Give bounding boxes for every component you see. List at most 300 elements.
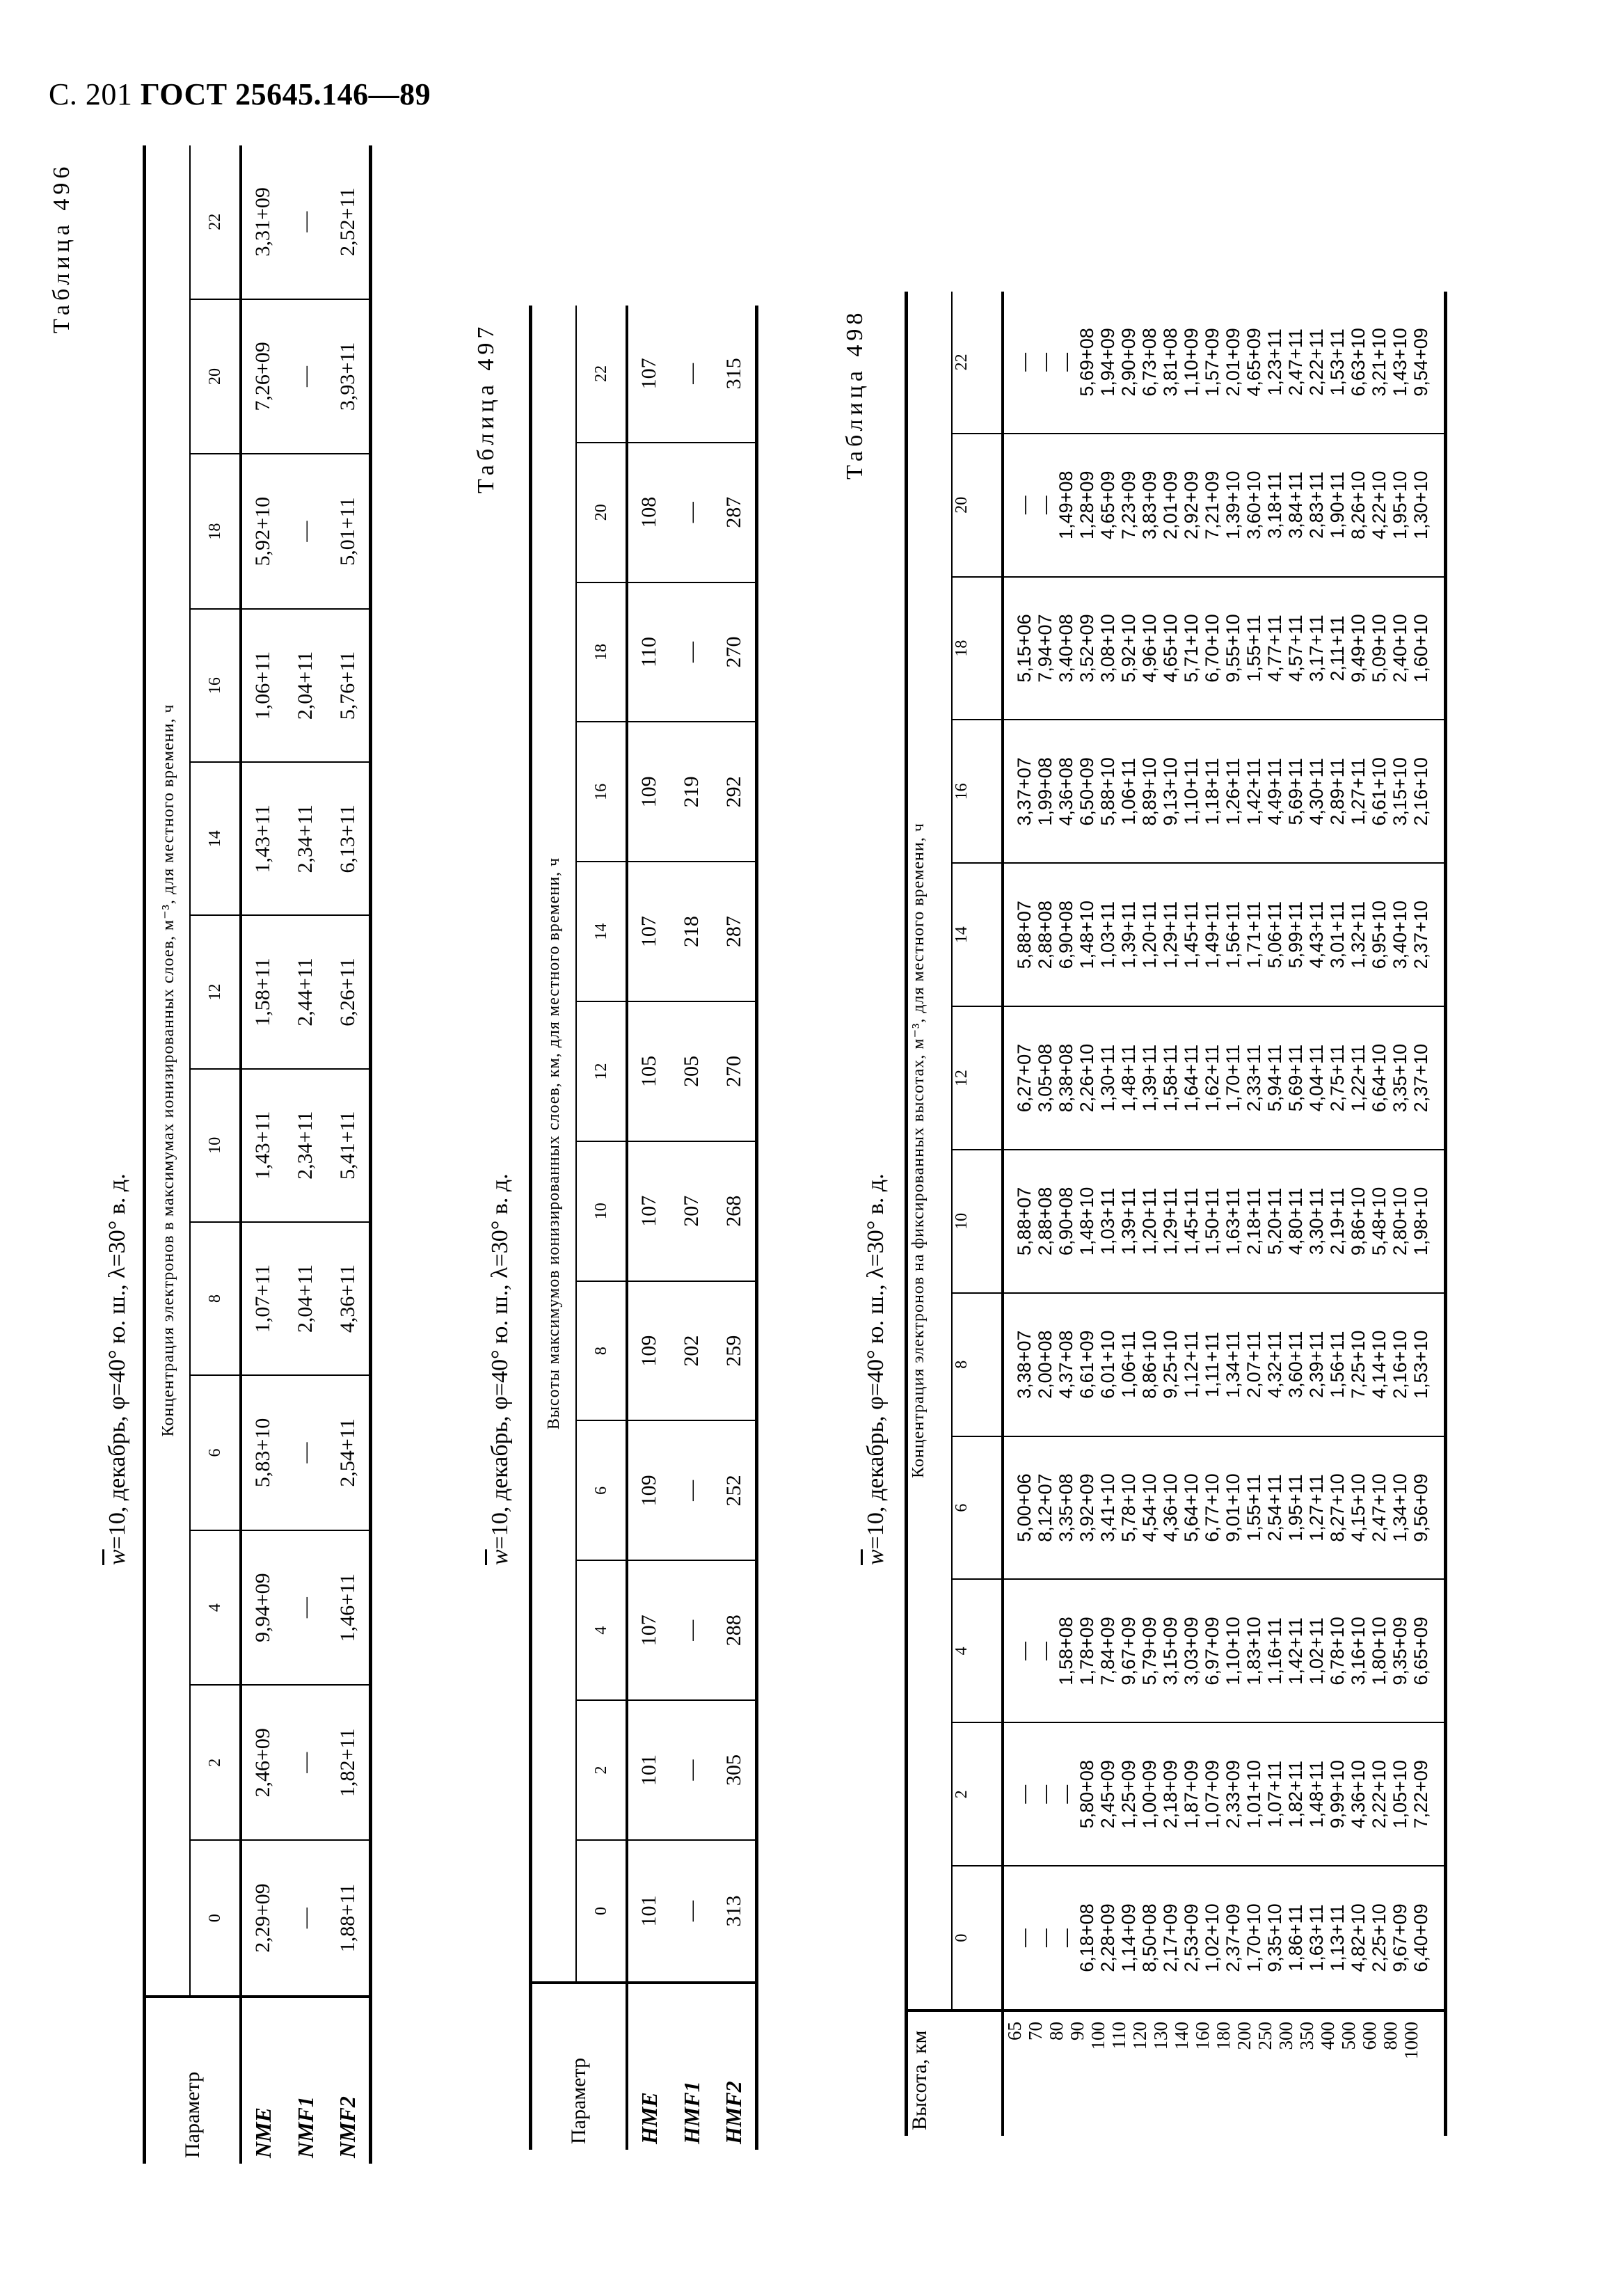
value-cell: 2,22+11 (1306, 328, 1327, 396)
hour-header-18: 18 (576, 582, 627, 722)
hour-header-16: 16 (952, 720, 1003, 864)
value-cell: 205 (670, 1001, 713, 1141)
value-cell: 1,01+10 (1243, 1760, 1264, 1829)
value-cell: — (284, 1375, 327, 1530)
hour-header-10: 10 (576, 1141, 627, 1281)
value-cell: 2,46+09 (241, 1685, 284, 1840)
group-header: Концентрация электронов на фиксированных высотах, м⁻³, для местного времени, ч (907, 292, 953, 2011)
altitude-value: 140 (1171, 2022, 1192, 2050)
altitude-value: 65 (1004, 2022, 1025, 2040)
group-header: Концентрация электронов в максимумах ионизированных слоев, м⁻³, для местного времени, ч (145, 145, 191, 1997)
value-cell: 1,49+08 (1056, 470, 1076, 539)
hour-header-22: 22 (576, 306, 627, 443)
value-cell: 1,10+11 (1181, 758, 1202, 825)
value-cell: 2,39+11 (1306, 1331, 1327, 1398)
value-cell: 1,39+10 (1223, 470, 1243, 539)
hour-header-14: 14 (576, 862, 627, 1001)
value-cell: 2,44+11 (284, 915, 327, 1068)
hour-column-2 (1003, 1722, 1446, 1866)
hour-header-18: 18 (952, 577, 1003, 720)
value-cell: 1,49+11 (1202, 901, 1223, 969)
hour-header-14: 14 (190, 762, 241, 915)
value-cell: 110 (627, 582, 670, 722)
hour-header-2: 2 (952, 1722, 1003, 1866)
value-cell: 2,47+10 (1369, 1473, 1390, 1542)
value-cell: 6,73+08 (1139, 328, 1160, 397)
value-cell: 1,27+11 (1306, 1474, 1327, 1541)
value-cell: 1,20+11 (1139, 901, 1160, 969)
value-cell: 3,40+08 (1056, 614, 1076, 683)
value-cell: 6,95+10 (1369, 901, 1390, 969)
hour-column-10 (1003, 1150, 1446, 1293)
header-group-row (531, 306, 577, 2150)
value-cell: 1,57+09 (1202, 328, 1223, 397)
value-cell: — (1014, 352, 1035, 372)
value-cell: 1,98+10 (1410, 1187, 1431, 1256)
value-cell: 1,34+10 (1390, 1473, 1410, 1542)
value-cell: 5,06+11 (1264, 901, 1285, 969)
value-cell: 6,65+09 (1410, 1617, 1431, 1686)
value-cell: 4,37+08 (1056, 1330, 1076, 1399)
value-cell: 2,01+09 (1160, 470, 1181, 539)
value-cell: — (1014, 496, 1035, 515)
value-cell: 1,63+11 (1306, 1904, 1327, 1972)
value-cell: 5,48+10 (1369, 1187, 1390, 1256)
value-cell: 3,01+11 (1327, 901, 1348, 969)
page-header (49, 77, 431, 112)
value-cell: 3,15+10 (1390, 757, 1410, 826)
value-cell: 6,63+10 (1348, 328, 1369, 397)
value-cell: 4,57+11 (1285, 615, 1306, 682)
value-cell: 3,81+08 (1160, 328, 1181, 397)
param-name: NMF1 (284, 1997, 327, 2164)
value-cell: 1,82+11 (1285, 1761, 1306, 1828)
value-cell: — (1035, 496, 1056, 515)
value-cell: 5,69+11 (1285, 1044, 1306, 1112)
hour-header-2: 2 (190, 1685, 241, 1840)
value-cell: 2,11+11 (1327, 615, 1348, 681)
value-cell: 3,40+10 (1390, 901, 1410, 969)
hour-header-14: 14 (952, 863, 1003, 1006)
table-row (670, 306, 713, 2150)
value-cell: — (1056, 1784, 1076, 1804)
altitude-value: 120 (1129, 2022, 1150, 2050)
value-cell: 4,77+11 (1264, 615, 1285, 682)
value-cell: — (670, 306, 713, 443)
value-cell: 8,26+10 (1348, 470, 1369, 539)
value-cell: 5,00+06 (1014, 1473, 1035, 1542)
value-cell: 1,58+08 (1056, 1617, 1076, 1686)
value-cell: 5,09+10 (1369, 614, 1390, 683)
value-cell: 1,27+11 (1348, 758, 1369, 825)
value-cell: 4,80+11 (1285, 1187, 1306, 1255)
value-cell: 1,95+11 (1285, 1474, 1306, 1541)
altitude-value: 110 (1108, 2022, 1129, 2050)
value-cell: 268 (713, 1141, 756, 1281)
value-cell: 2,52+11 (327, 145, 370, 299)
hour-header-16: 16 (576, 722, 627, 862)
value-cell: 3,38+07 (1014, 1330, 1035, 1399)
value-cell: 1,29+11 (1160, 1187, 1181, 1255)
value-cell: 1,42+11 (1285, 1617, 1306, 1685)
value-cell: 2,19+11 (1327, 1187, 1348, 1255)
value-cell: 9,25+10 (1160, 1330, 1181, 1399)
value-cell: 2,53+09 (1181, 1903, 1202, 1972)
value-cell: 1,48+11 (1118, 1044, 1139, 1112)
value-cell: 2,04+11 (284, 1222, 327, 1375)
value-cell: 108 (627, 443, 670, 582)
value-cell: 9,01+10 (1223, 1473, 1243, 1542)
table-497-label: Таблица 497 (473, 322, 499, 493)
value-cell: 2,47+11 (1285, 328, 1306, 396)
altitude-column (1003, 2011, 1446, 2136)
value-cell: 1,60+10 (1410, 614, 1431, 683)
table-497 (529, 306, 758, 2150)
value-cell: 6,50+09 (1076, 757, 1097, 826)
value-cell: 1,02+10 (1202, 1903, 1223, 1972)
value-cell: 1,06+11 (1118, 758, 1139, 825)
value-cell: 8,50+08 (1139, 1903, 1160, 1972)
hour-header-4: 4 (952, 1579, 1003, 1722)
value-cell: — (1014, 1641, 1035, 1660)
value-cell: 292 (713, 722, 756, 862)
value-cell: 1,07+11 (241, 1222, 284, 1375)
hour-column-12 (1003, 1006, 1446, 1150)
param-name: HMF1 (670, 1983, 713, 2150)
hour-column-20 (1003, 434, 1446, 577)
hour-header-row (952, 292, 1003, 2136)
value-cell: 9,54+09 (1410, 328, 1431, 397)
value-cell: 3,03+09 (1181, 1617, 1202, 1686)
altitude-value: 100 (1088, 2022, 1108, 2050)
value-cell: 4,36+10 (1160, 1473, 1181, 1542)
value-cell: 3,41+10 (1097, 1473, 1118, 1542)
value-cell: 1,39+11 (1139, 1044, 1160, 1112)
value-cell: 8,86+10 (1139, 1330, 1160, 1399)
value-cell: 2,29+09 (251, 1883, 274, 1953)
value-cell: 2,16+10 (1410, 757, 1431, 826)
value-cell: 6,97+09 (1202, 1617, 1223, 1686)
value-cell: 3,35+08 (1056, 1473, 1076, 1542)
hour-column-8 (1003, 1293, 1446, 1436)
value-cell: 2,04+11 (284, 609, 327, 762)
value-cell: 2,17+09 (1160, 1903, 1181, 1972)
first-column-header: Параметр (531, 1983, 628, 2150)
value-cell: 1,48+10 (1076, 1187, 1097, 1256)
hour-header-8: 8 (190, 1222, 241, 1375)
value-cell: — (670, 443, 713, 582)
value-cell: — (670, 1421, 713, 1561)
value-cell: 2,37+09 (1223, 1903, 1243, 1972)
value-cell: 1,00+09 (1139, 1760, 1160, 1829)
value-cell: 1,56+11 (1223, 901, 1243, 969)
value-cell: 109 (627, 1421, 670, 1561)
altitude-value: 800 (1380, 2022, 1401, 2050)
value-cell: 9,13+10 (1160, 757, 1181, 826)
hour-header-2: 2 (576, 1700, 627, 1840)
value-cell: 2,25+10 (1369, 1903, 1390, 1972)
value-cell: 6,90+08 (1056, 901, 1076, 969)
hour-column-4 (1003, 1579, 1446, 1722)
value-cell: 109 (627, 1281, 670, 1421)
value-cell: 3,05+08 (1035, 1043, 1056, 1113)
value-cell: 313 (722, 1895, 745, 1927)
value-cell: 107 (627, 862, 670, 1001)
value-cell: 8,12+07 (1035, 1473, 1056, 1542)
value-cell: — (670, 1560, 713, 1700)
value-cell: — (1035, 1784, 1056, 1804)
hour-header-row (190, 145, 241, 2164)
hour-header-18: 18 (190, 454, 241, 609)
hour-header-16: 16 (190, 609, 241, 762)
hour-header-4: 4 (576, 1560, 627, 1700)
value-cell: 1,58+11 (1160, 1044, 1181, 1112)
hour-header-10: 10 (190, 1069, 241, 1222)
value-cell: 4,36+08 (1056, 757, 1076, 826)
value-cell: 1,30+10 (1410, 470, 1431, 539)
value-cell: 2,75+11 (1327, 1044, 1348, 1112)
hour-header-0: 0 (952, 1866, 1003, 2011)
value-cell: 1,03+11 (1097, 901, 1118, 969)
value-cell: — (670, 582, 713, 722)
value-cell: 3,83+09 (1139, 470, 1160, 539)
value-cell: 9,49+10 (1348, 614, 1369, 683)
value-cell: 107 (627, 1560, 670, 1700)
value-cell: 218 (670, 862, 713, 1001)
value-cell: 1,78+09 (1076, 1617, 1097, 1686)
group-header: Высоты максимумов ионизированных слоев, км, для местного времени, ч (531, 306, 577, 1983)
value-cell: 1,23+11 (1264, 328, 1285, 396)
value-cell: 2,40+10 (1390, 614, 1410, 683)
value-cell: 3,93+11 (327, 299, 370, 454)
value-cell: — (1035, 352, 1056, 372)
hour-header-6: 6 (190, 1375, 241, 1530)
value-cell: 6,13+11 (327, 762, 370, 915)
table-497-caption: $\overline{w}=10$, декабрь, φ=40° ю. ш., λ=30° в. д. (487, 1173, 513, 1565)
value-cell: 1,83+10 (1243, 1617, 1264, 1686)
altitude-value: 160 (1192, 2022, 1213, 2050)
value-cell: 1,12+11 (1181, 1331, 1202, 1398)
value-cell: 1,88+11 (335, 1883, 359, 1953)
param-name: NMF2 (327, 1997, 370, 2164)
value-cell: 1,94+09 (1097, 328, 1118, 397)
value-cell: 5,41+11 (327, 1069, 370, 1222)
value-cell: 9,86+10 (1348, 1187, 1369, 1256)
hour-header-20: 20 (190, 299, 241, 454)
value-cell: — (284, 1530, 327, 1686)
table-row (713, 306, 756, 2150)
value-cell: 5,20+11 (1264, 1187, 1285, 1255)
value-cell: 5,76+11 (327, 609, 370, 762)
table-496-caption: $\overline{w}=10$, декабрь, φ=40° ю. ш., λ=30° в. д. (104, 1173, 130, 1565)
hour-header-0: 0 (190, 1840, 241, 1997)
value-cell: 105 (627, 1001, 670, 1141)
value-cell: 1,48+11 (1306, 1761, 1327, 1828)
value-cell: — (294, 1908, 317, 1929)
value-cell: 1,48+10 (1076, 901, 1097, 969)
altitude-value: 350 (1296, 2022, 1317, 2050)
value-cell: 1,42+11 (1243, 758, 1264, 825)
table-498-caption: $\overline{w}=10$, декабрь, φ=40° ю. ш., λ=30° в. д. (863, 1173, 889, 1565)
value-cell: 5,01+11 (327, 454, 370, 609)
value-cell: 1,14+09 (1118, 1903, 1139, 1972)
hour-header-12: 12 (190, 915, 241, 1068)
value-cell: 1,62+11 (1202, 1044, 1223, 1112)
value-cell: — (284, 145, 327, 299)
value-cell: 4,49+11 (1264, 758, 1285, 825)
value-cell: 4,82+10 (1348, 1903, 1369, 1972)
value-cell: 1,25+09 (1118, 1760, 1139, 1829)
value-cell: 1,43+11 (241, 1069, 284, 1222)
value-cell: 1,63+11 (1223, 1187, 1243, 1255)
page-number: С. 201 (49, 77, 133, 111)
value-cell: 6,61+10 (1369, 757, 1390, 826)
value-cell: 4,54+10 (1139, 1473, 1160, 1542)
hour-header-8: 8 (576, 1281, 627, 1421)
value-cell: 6,26+11 (327, 915, 370, 1068)
hour-header-6: 6 (576, 1421, 627, 1561)
value-cell: 2,88+08 (1035, 901, 1056, 969)
value-cell: 5,69+08 (1076, 328, 1097, 397)
value-cell: 1,70+10 (1243, 1903, 1264, 1972)
value-cell: 1,55+11 (1243, 1474, 1264, 1541)
value-cell: — (1056, 1928, 1076, 1948)
value-cell: 3,92+09 (1076, 1473, 1097, 1542)
value-cell: 8,27+10 (1327, 1473, 1348, 1542)
value-cell: 1,18+11 (1202, 758, 1223, 825)
value-cell: 1,16+11 (1264, 1617, 1285, 1685)
value-cell: 5,99+11 (1285, 901, 1306, 969)
value-cell: 2,37+10 (1410, 901, 1431, 969)
table-496 (143, 145, 372, 2164)
value-cell: 107 (627, 306, 670, 443)
value-cell: 7,26+09 (241, 299, 284, 454)
value-cell: 1,95+10 (1390, 470, 1410, 539)
value-cell: 2,18+11 (1243, 1187, 1264, 1255)
value-cell: 1,11+11 (1202, 1331, 1223, 1397)
hour-header-12: 12 (952, 1006, 1003, 1150)
value-cell: 3,08+10 (1097, 614, 1118, 683)
value-cell: 1,43+10 (1390, 328, 1410, 397)
header-group-row (907, 292, 953, 2136)
altitude-value: 200 (1234, 2022, 1255, 2050)
value-cell: — (1035, 1928, 1056, 1948)
value-cell: 4,15+10 (1348, 1473, 1369, 1542)
altitude-value: 130 (1150, 2022, 1171, 2050)
first-column-header: Высота, км (907, 2011, 1003, 2136)
value-cell: 2,83+11 (1306, 471, 1327, 539)
value-cell: 9,55+10 (1223, 614, 1243, 683)
value-cell: 2,34+11 (284, 762, 327, 915)
value-cell: 1,02+11 (1306, 1617, 1327, 1685)
value-cell: 4,36+11 (327, 1222, 370, 1375)
value-cell: 1,39+11 (1118, 1187, 1139, 1255)
value-cell: 4,32+11 (1264, 1331, 1285, 1398)
value-cell: 5,88+07 (1014, 1187, 1035, 1256)
value-cell: — (1014, 1784, 1035, 1804)
table-496-label: Таблица 496 (49, 162, 74, 333)
value-cell: 1,58+11 (241, 915, 284, 1068)
value-cell: 3,60+11 (1285, 1331, 1306, 1398)
value-cell: 2,92+09 (1181, 470, 1202, 539)
value-cell: 1,45+11 (1181, 1187, 1202, 1255)
value-cell: 270 (713, 582, 756, 722)
value-cell: 2,01+09 (1223, 328, 1243, 397)
value-cell: 3,60+10 (1243, 470, 1264, 539)
value-cell: 2,26+10 (1076, 1043, 1097, 1113)
document-code: ГОСТ 25645.146—89 (140, 77, 431, 111)
hour-header-20: 20 (576, 443, 627, 582)
hour-header-20: 20 (952, 434, 1003, 577)
rotated-page-content (0, 118, 1624, 2275)
value-cell: 1,56+11 (1327, 1331, 1348, 1398)
value-cell: — (670, 1700, 713, 1840)
value-cell: 9,67+09 (1390, 1903, 1410, 1972)
value-cell: 6,78+10 (1327, 1617, 1348, 1686)
value-cell: 4,65+10 (1160, 614, 1181, 683)
value-cell: 1,87+09 (1181, 1760, 1202, 1829)
value-cell: 5,88+10 (1097, 757, 1118, 826)
value-cell: 3,18+11 (1264, 471, 1285, 539)
value-cell: 7,25+10 (1348, 1330, 1369, 1399)
value-cell: 1,05+10 (1390, 1760, 1410, 1829)
hour-column-0 (1003, 1866, 1446, 2011)
value-cell: 7,23+09 (1118, 470, 1139, 539)
value-cell: 2,28+09 (1097, 1903, 1118, 1972)
table-498 (905, 292, 1447, 2136)
hour-column-18 (1003, 577, 1446, 720)
value-cell: — (1014, 1928, 1035, 1948)
value-cell: 2,88+08 (1035, 1187, 1056, 1256)
altitude-value: 300 (1275, 2022, 1296, 2050)
value-cell: 1,34+11 (1223, 1331, 1243, 1398)
hour-header-0: 0 (576, 1840, 627, 1983)
value-cell: 6,70+10 (1202, 614, 1223, 683)
value-cell: 2,90+09 (1118, 328, 1139, 397)
value-cell: 8,38+08 (1056, 1043, 1076, 1113)
value-cell: 6,01+10 (1097, 1330, 1118, 1399)
value-cell: 1,07+11 (1264, 1761, 1285, 1828)
hour-header-4: 4 (190, 1530, 241, 1686)
value-cell: 6,77+10 (1202, 1473, 1223, 1542)
hour-header-10: 10 (952, 1150, 1003, 1293)
value-cell: 1,13+11 (1327, 1904, 1348, 1972)
value-cell: 1,46+11 (327, 1530, 370, 1686)
value-cell: 5,78+10 (1118, 1473, 1139, 1542)
hour-header-22: 22 (952, 292, 1003, 434)
value-cell: 1,70+11 (1223, 1044, 1243, 1112)
value-cell: 5,83+10 (241, 1375, 284, 1530)
altitude-value: 500 (1338, 2022, 1359, 2050)
value-cell: — (680, 1900, 703, 1921)
value-cell: 1,32+11 (1348, 901, 1369, 969)
value-cell: 101 (637, 1895, 660, 1927)
value-cell: 9,67+09 (1118, 1617, 1139, 1686)
hour-column-6 (1003, 1436, 1446, 1580)
altitude-value: 250 (1255, 2022, 1275, 2050)
value-cell: 101 (627, 1700, 670, 1840)
value-cell: 7,84+09 (1097, 1617, 1118, 1686)
param-name: HMF2 (713, 1983, 756, 2150)
value-cell: 1,45+11 (1181, 901, 1202, 969)
value-cell: 1,99+08 (1035, 757, 1056, 826)
value-cell: 6,90+08 (1056, 1187, 1076, 1256)
altitude-value: 400 (1317, 2022, 1338, 2050)
value-cell: 287 (713, 862, 756, 1001)
value-cell: 1,39+11 (1118, 901, 1139, 969)
value-cell: 4,96+10 (1139, 614, 1160, 683)
value-cell: 1,50+11 (1202, 1187, 1223, 1255)
